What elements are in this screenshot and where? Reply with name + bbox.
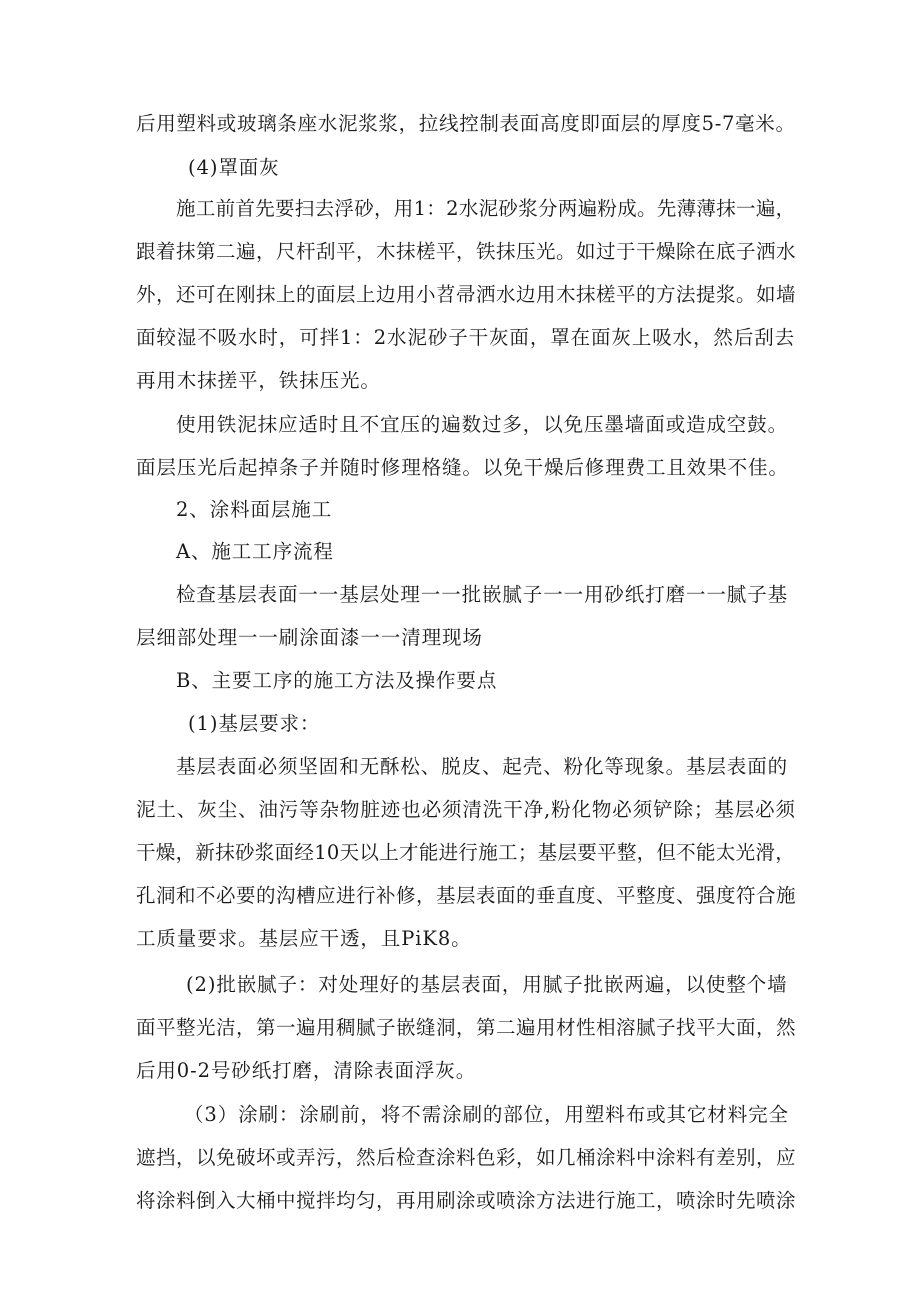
text-line: 遮挡，以免破坏或弄污，然后检查涂料色彩，如几桶涂料中涂料有差别，应 [136,1146,797,1169]
text-line: 工质量要求。基层应干透，且PiK8。 [136,927,472,950]
text-line: 再用木抹搓平，铁抹压光。 [136,369,381,392]
text-line: 层细部处理一一刷涂面漆一一清理现场 [136,626,483,649]
section-heading: (4)罩面灰 [188,156,280,179]
text-line: 孔洞和不必要的沟槽应进行补修，基层表面的垂直度、平整度、强度符合施 [136,884,797,907]
text-line: 使用铁泥抹应适时且不宜压的遍数过多，以免压墨墙面或造成空鼓。 [176,413,789,436]
text-line: 泥土、灰尘、油污等杂物脏迹也必须清洗干净,粉化物必须铲除；基层必须 [136,798,796,821]
section-heading: (1)基层要求： [188,712,321,735]
text-line: 检查基层表面一一基层处理一一批嵌腻子一一用砂纸打磨一一腻子基 [176,583,789,606]
text-line: 面层压光后起掉条子并随时修理格缝。以免干燥后修理费工且效果不佳。 [136,456,789,479]
text-line: 将涂料倒入大桶中搅拌均匀，再用刷涂或喷涂方法进行施工，喷涂时先喷涂 [136,1189,797,1212]
text-line: 干燥，新抹砂浆面经10天以上才能进行施工；基层要平整，但不能太光滑， [136,841,796,864]
text-line: 面较湿不吸水时，可拌1：2水泥砂子干灰面，罩在面灰上吸水，然后刮去 [136,326,796,349]
text-line: 后用0-2号砂纸打磨，清除表面浮灰。 [136,1059,477,1082]
text-line: 外，还可在刚抹上的面层上边用小苕帚洒水边用木抹槎平的方法提浆。如墙 [136,283,797,306]
text-line: 面平整光洁，第一遍用稠腻子嵌缝洞，第二遍用材性相溶腻子找平大面，然 [136,1016,797,1039]
section-heading: 2、涂料面层施工 [176,498,333,521]
text-line: 跟着抹第二遍，尺杆刮平，木抹槎平，铁抹压光。如过于干燥除在底子洒水 [136,240,797,263]
text-line: 后用塑料或玻璃条座水泥浆浆，拉线控制表面高度即面层的厚度5-7毫米。 [136,112,796,135]
section-heading: A、施工工序流程 [176,540,334,563]
text-line: 施工前首先要扫去浮砂，用1：2水泥砂浆分两遍粉成。先薄薄抹一遍， [176,197,796,220]
text-line: （3）涂刷：涂刷前，将不需涂刷的部位，用塑料布或其它材料完全 [184,1103,789,1126]
text-line: 基层表面必须坚固和无酥松、脱皮、起壳、粉化等现象。基层表面的 [176,755,789,778]
text-line: (2)批嵌腻子：对处理好的基层表面，用腻子批嵌两遍，以使整个墙 [186,973,788,996]
section-heading: B、主要工序的施工方法及操作要点 [176,669,498,692]
